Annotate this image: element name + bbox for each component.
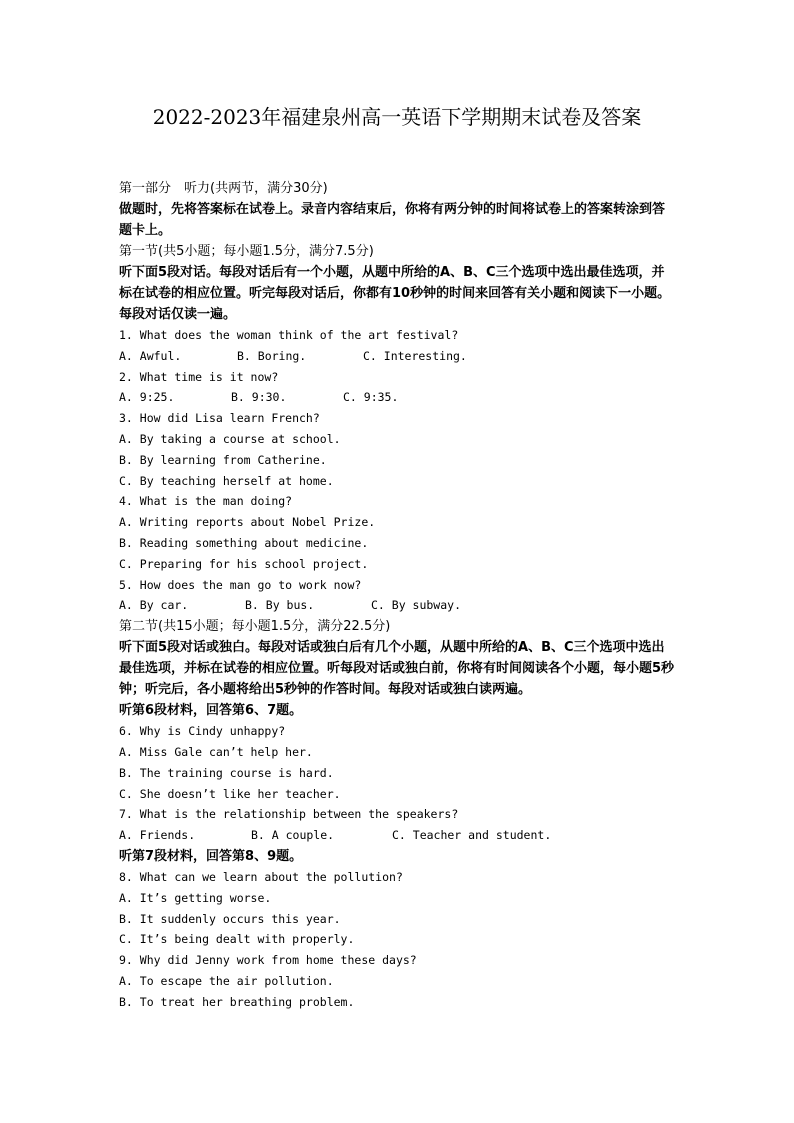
question-2-options [119, 387, 675, 408]
option-c: C. 9:35. [343, 390, 399, 405]
material-heading: 听第6段材料，回答第6、7题。 [119, 703, 303, 719]
option-b: B. By learning from Catherine. [119, 452, 327, 467]
question-5: 5. How does the man go to work now? [119, 577, 362, 592]
material-heading: 听第7段材料，回答第8、9题。 [119, 848, 303, 864]
option-c: C. She doesn’t like her teacher. [119, 786, 341, 801]
option-a: A. It’s getting worse. [119, 890, 272, 905]
option-b: B. The training course is hard. [119, 765, 334, 780]
option-c: C. Teacher and student. [392, 828, 552, 843]
option-b: B. It suddenly occurs this year. [119, 911, 341, 926]
option-c: C. Interesting. [363, 348, 467, 363]
option-a: A. By car. [119, 598, 189, 613]
option-a: A. By taking a course at school. [119, 431, 341, 446]
question-7: 7. What is the relationship between the speakers? [119, 807, 459, 822]
question-9: 9. Why did Jenny work from home these days? [119, 953, 417, 968]
option-c: C. It’s being dealt with properly. [119, 932, 355, 947]
part-instruction: 做题时，先将答案标在试卷上。录音内容结束后，你将有两分钟的时间将试卷上的答案转涂到答题卡上。 [119, 202, 666, 238]
section-heading: 第二节(共15小题；每小题1.5分，满分22.5分) [119, 619, 391, 635]
question-3: 3. How did Lisa learn French? [119, 411, 320, 426]
part-heading: 第一部分 听力(共两节，满分30分) [119, 181, 328, 196]
option-a: A. Friends. [119, 828, 196, 843]
question-2: 2. What time is it now? [119, 369, 279, 384]
option-a: A. 9:25. [119, 390, 175, 405]
option-c: C. By subway. [371, 598, 462, 613]
option-c: C. Preparing for his school project. [119, 556, 369, 571]
exam-content [119, 178, 675, 1013]
section-instruction: 听下面5段对话或独白。每段对话或独白后有几个小题，从题中所给的A、B、C三个选项中选出最佳选项，并标在试卷的相应位置。听每段对话或独白前，你将有时间阅读各个小题，每小题5秒钟；听完后，各小题将给出5秒钟的作答时间。每段对话或独白读两遍。 [119, 640, 675, 698]
option-c: C. By teaching herself at home. [119, 473, 334, 488]
option-b: B. A couple. [251, 828, 335, 843]
question-4: 4. What is the man doing? [119, 494, 293, 509]
question-1-options [119, 346, 675, 367]
question-8: 8. What can we learn about the pollution? [119, 869, 403, 884]
section-heading: 第一节(共5小题；每小题1.5分，满分7.5分) [119, 244, 374, 259]
option-b: B. Boring. [237, 348, 307, 363]
option-a: A. Writing reports about Nobel Prize. [119, 515, 376, 530]
section-instruction: 听下面5段对话。每段对话后有一个小题，从题中所给的A、B、C三个选项中选出最佳选项，并标在试卷的相应位置。听完每段对话后，你都有10秒钟的时间来回答有关小题和阅读下一小题。每段对话仅读一遍。 [119, 265, 671, 322]
question-6: 6. Why is Cindy unhappy? [119, 724, 286, 739]
option-a: A. Awful. [119, 348, 182, 363]
question-1: 1. What does the woman think of the art festival? [119, 328, 459, 342]
option-b: B. 9:30. [231, 390, 287, 405]
option-b: B. To treat her breathing problem. [119, 994, 355, 1009]
option-a: A. Miss Gale can’t help her. [119, 744, 313, 759]
document-title: 2022-2023年福建泉州高一英语下学期期末试卷及答案 [152, 105, 642, 129]
option-a: A. To escape the air pollution. [119, 973, 334, 988]
question-7-options [119, 825, 675, 846]
question-5-options [119, 595, 675, 616]
option-b: B. By bus. [245, 598, 315, 613]
option-b: B. Reading something about medicine. [119, 535, 369, 550]
